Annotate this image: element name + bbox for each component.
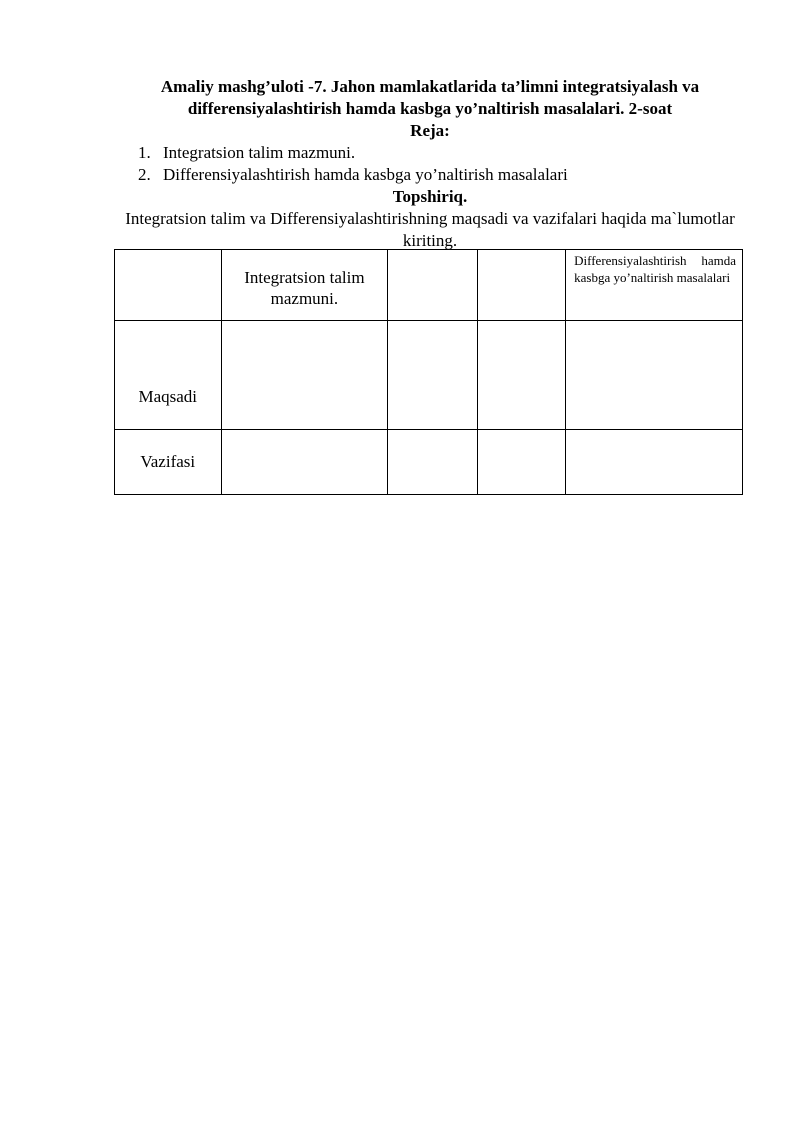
plan-heading: Reja: (410, 121, 450, 140)
table-cell-empty[interactable] (388, 321, 477, 430)
table-cell-empty (477, 250, 565, 321)
table-cell-empty[interactable] (566, 321, 743, 430)
row-label-vazifasi: Vazifasi (115, 430, 222, 495)
plan-item (138, 164, 738, 186)
plan-item (138, 142, 738, 164)
header-differensiyalashtirish: Differensiyalashtirish hamda kasbga yo’naltirish masalalari (566, 250, 743, 321)
header-integratsion: Integratsion talim mazmuni. (221, 250, 388, 321)
row-label-maqsadi: Maqsadi (115, 321, 222, 430)
table-cell-empty[interactable] (477, 430, 565, 495)
table-cell-empty[interactable] (566, 430, 743, 495)
table-cell-empty (388, 250, 477, 321)
table-cell-empty (115, 250, 222, 321)
assignment-table (114, 249, 743, 495)
table-row (115, 321, 743, 430)
table-cell-empty[interactable] (221, 321, 388, 430)
plan-item-text: Integratsion talim mazmuni. (163, 143, 356, 162)
document-title: Amaliy mashg’uloti -7. Jahon mamlakatlarida ta’limni integratsiyalash va differensiyalashtirish hamda kasbga yo’naltirish masalalari. 2-soat (160, 77, 700, 118)
task-heading: Topshiriq. (392, 187, 468, 206)
table-cell-empty[interactable] (221, 430, 388, 495)
task-text: Integratsion talim va Differensiyalashtirishning maqsadi va vazifalari haqida ma`lumotlar kiriting. (125, 209, 735, 250)
plan-list (138, 142, 738, 186)
table-row (115, 430, 743, 495)
table-cell-empty[interactable] (388, 430, 477, 495)
table-header-row (115, 250, 743, 321)
plan-item-text: Differensiyalashtirish hamda kasbga yo’naltirish masalalari (163, 165, 568, 184)
table-cell-empty[interactable] (477, 321, 565, 430)
plan-item-number: 2. (138, 165, 151, 184)
plan-item-number: 1. (138, 143, 151, 162)
